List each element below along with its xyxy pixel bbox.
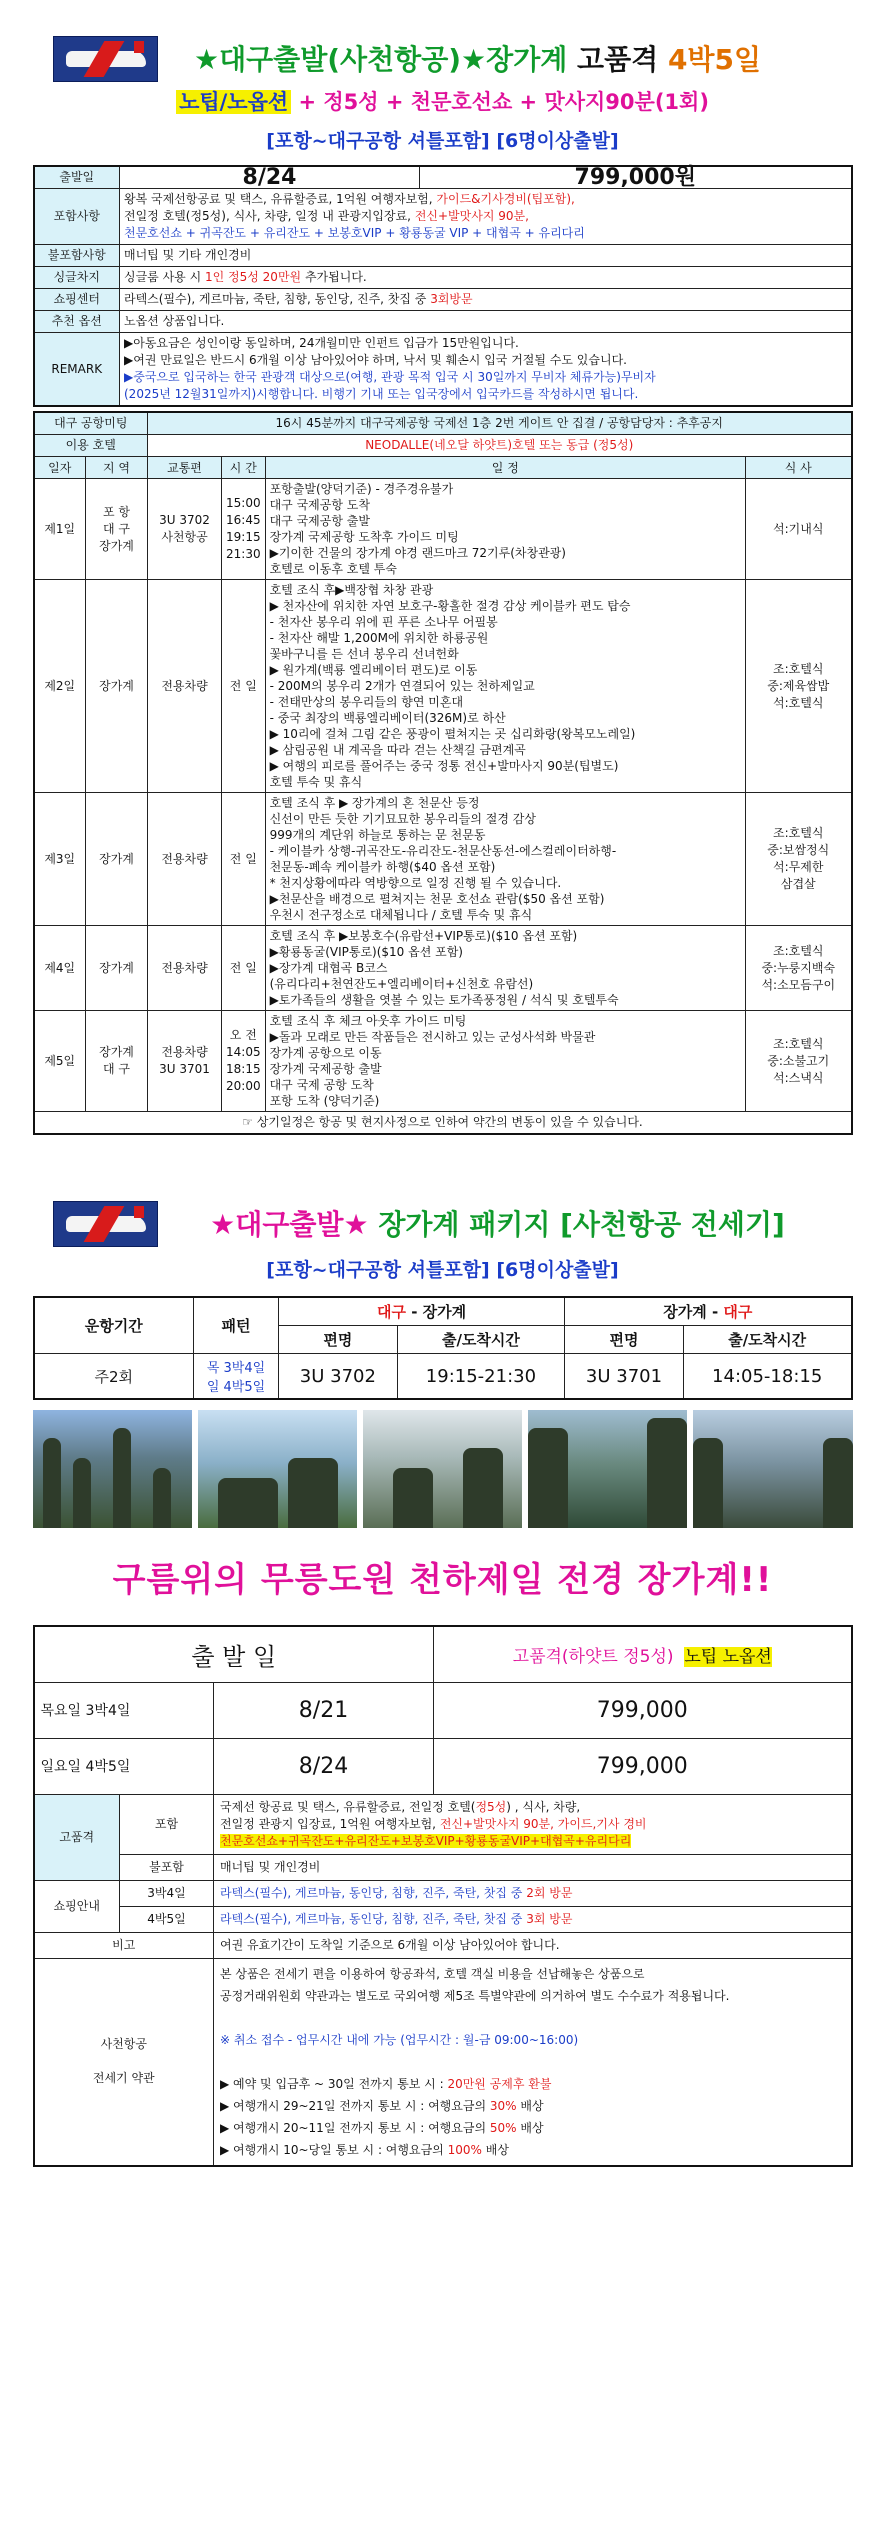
itinerary-days: [34, 479, 852, 1112]
flight-period: 주2회: [34, 1354, 194, 1400]
meeting-content: 16시 45분까지 대구국제공항 국제선 1층 2번 게이트 안 집결 / 공항담당자 : 추후공지: [148, 412, 852, 435]
day-label: 제3일: [34, 793, 86, 926]
terms-5c: 배상: [516, 2098, 544, 2113]
day-schedule: [265, 479, 745, 580]
col-region: 지 역: [86, 457, 148, 479]
day-schedule: [265, 926, 745, 1011]
itinerary-day-row: [34, 793, 852, 926]
day-schedule-line: 호텔 조식 후▶백장협 차창 관광: [269, 583, 434, 597]
hotel-content: NEODALLE(네오달 하얏트)호텔 또는 동급 (정5성): [148, 435, 852, 457]
day-schedule-line: ▶ 삼림공원 내 계곡을 따라 걷는 산책길 금편계곡: [269, 743, 526, 757]
photo-strip: [33, 1410, 853, 1528]
day-region-line: 포 항: [103, 504, 130, 519]
day-meal: [746, 1011, 852, 1112]
day-meal-line: 중:보쌈정식: [767, 843, 830, 857]
day-schedule-line: ▶토가족들의 생활을 엿볼 수 있는 토가족풍정원 / 석식 및 호텔투숙: [269, 993, 619, 1007]
day-time-line: 19:15: [226, 530, 261, 544]
day-schedule-line: 포항 도착 (양덕기준): [269, 1094, 380, 1108]
photo-mountain-lake: [198, 1410, 357, 1528]
include-line-2-red: 전신+발맛사지 90분,: [414, 209, 529, 223]
day-schedule-line: ▶돌과 모래로 만든 작품들은 전시하고 있는 군성사석화 박물관: [269, 1030, 596, 1044]
in-label-b: 대구: [723, 1303, 753, 1321]
title2-b: 장가계 패키지: [368, 1208, 551, 1241]
excl-content: 매너팁 및 개인경비: [214, 1854, 852, 1880]
include-line-1-red: 가이드&기사경비(팁포함),: [436, 192, 575, 206]
terms-label: [34, 1958, 214, 2166]
day-time-line: 전 일: [229, 960, 257, 975]
out-time-label: 출/도착시간: [397, 1326, 564, 1354]
day-meal-line: 삼겹살: [780, 877, 816, 891]
meeting-label: 대구 공항미팅: [34, 412, 148, 435]
incl-2: 전일정 관광지 입장료, 1억원 여행자보험,: [220, 1816, 440, 1831]
day-schedule-line: ▶장가계 대협곡 B코스: [269, 961, 388, 975]
day-time-line: 16:45: [226, 513, 261, 527]
day-meal-line: 중:제육쌈밥: [767, 678, 830, 693]
flight-pattern-label: 패턴: [194, 1297, 279, 1354]
sub-plus-3: +: [512, 90, 545, 114]
terms-3: ※ 취소 접수 - 업무시간 내에 가능 (업무시간 : 월-금 09:00~16:00): [220, 2032, 579, 2047]
day-schedule-line: 999개의 계단위 하늘로 통하는 문 천문동: [269, 828, 486, 842]
day-region: [86, 479, 148, 580]
day-region: [86, 926, 148, 1011]
day-meal-line: 석:스낵식: [773, 1070, 824, 1085]
itinerary-footnote: ☞ 상기일정은 항공 및 현지사정으로 인하여 약간의 변동이 있을 수 있습니다.: [34, 1112, 852, 1135]
day-schedule-line: (유리다리+천연잔도+엘리베이터+신천호 유람선): [269, 977, 534, 991]
day-time: [222, 479, 266, 580]
sub-plus-2: +: [378, 90, 411, 114]
price-row-1-label: 목요일 3박4일: [34, 1682, 214, 1738]
grade-label: 고품격: [34, 1794, 120, 1880]
outbound-label: [279, 1297, 565, 1326]
terms-4b: 20만원 공제후 환불: [447, 2076, 552, 2091]
flight-period-label: 운항기간: [34, 1297, 194, 1354]
day-time-line: 오 전: [229, 1028, 257, 1042]
include-label: 포함사항: [34, 189, 120, 245]
title-part-c: 4박5일: [658, 43, 762, 76]
incl-content: [214, 1794, 852, 1854]
depart-date: 8/24: [120, 166, 420, 189]
day-transport: [148, 793, 222, 926]
flight-pattern: [194, 1354, 279, 1400]
day-schedule-line: 호텔로 이동후 호텔 투숙: [269, 562, 397, 576]
day-schedule-line: ▶황룡동굴(VIP통로)($10 옵션 포함): [269, 945, 463, 959]
day-time-line: 18:15: [226, 1062, 261, 1076]
in-fno: 3U 3701: [565, 1354, 684, 1400]
day-region-line: 장가계: [99, 538, 134, 553]
shop-label: 쇼핑센터: [34, 289, 120, 311]
day-region: [86, 580, 148, 793]
terms-6c: 배상: [516, 2120, 544, 2135]
shop-a: 라텍스(필수), 게르마늄, 죽탄, 침향, 동인당, 진주, 찻집 중: [124, 292, 431, 306]
col-schedule: 일 정: [265, 457, 745, 479]
remark-2: ▶여권 만료일은 반드시 6개월 이상 남아있어야 하며, 낙서 및 훼손시 입국 거절될 수도 있습니다.: [124, 353, 627, 367]
day-schedule-line: 대구 국제 공항 도착: [269, 1078, 374, 1092]
summary-table: [33, 165, 853, 407]
itinerary-day-row: [34, 926, 852, 1011]
day-meal-line: 조:호텔식: [773, 826, 824, 840]
col-time: 시 간: [222, 457, 266, 479]
day-region: [86, 1011, 148, 1112]
option-label: 추천 옵션: [34, 311, 120, 333]
single-content: [120, 267, 852, 289]
day-transport: [148, 479, 222, 580]
itinerary-day-row: [34, 1011, 852, 1112]
day-meal-line: 중:소불고기: [767, 1053, 830, 1068]
exclude-content: 매너팁 및 기타 개인경비: [120, 245, 852, 267]
day-time-line: 전 일: [229, 678, 257, 693]
day-schedule-line: 장가계 공항으로 이동: [269, 1046, 382, 1060]
flight-table: [33, 1296, 853, 1400]
slogan: 구름위의 무릉도원 천하제일 전경 장가계!!: [112, 1560, 773, 1600]
day-transport-line: 3U 3702: [159, 513, 210, 527]
day-time: [222, 580, 266, 793]
photo-glass-bridge: [693, 1410, 852, 1528]
itinerary-day-row: [34, 479, 852, 580]
day-region-line: 장가계: [99, 851, 134, 866]
day-time-line: 전 일: [229, 851, 257, 866]
day-schedule-line: ▶ 원가계(백룡 엘리베이터 편도)로 이동: [269, 663, 478, 677]
day-meal-line: 석:무제한: [773, 860, 824, 874]
col-transport: 교통편: [148, 457, 222, 479]
price-row-2-label: 일요일 4박5일: [34, 1738, 214, 1794]
day-schedule-line: 신선이 만든 듯한 기기묘묘한 봉우리들의 절경 감상: [269, 812, 536, 826]
terms-content: [214, 1958, 852, 2166]
terms-label-2: 전세기 약관: [92, 2071, 155, 2085]
incl-label: 포함: [120, 1794, 214, 1854]
itinerary-table: [33, 411, 853, 1135]
day-region-line: 장가계: [99, 960, 134, 975]
airplane-logo-icon-2: [53, 1201, 158, 1247]
terms-7a: ▶ 여행개시 10~당일 통보 시 : 여행요금의: [220, 2142, 448, 2157]
head-grade: 고품격(하얏트 정5성): [512, 1646, 674, 1667]
terms-6b: 50%: [489, 2120, 517, 2135]
day-meal-line: 중:누룽지백숙: [761, 960, 836, 975]
pattern-2: 일 4박5일: [206, 1380, 266, 1395]
photo-cable-car: [363, 1410, 522, 1528]
day-transport: [148, 926, 222, 1011]
day-time: [222, 1011, 266, 1112]
exclude-label: 불포함사항: [34, 245, 120, 267]
price-row-2-date: 8/24: [214, 1738, 434, 1794]
day-label: 제5일: [34, 1011, 86, 1112]
day-meal: [746, 479, 852, 580]
terms-6: [220, 2117, 845, 2139]
day-schedule: [265, 1011, 745, 1112]
day-schedule-line: 포항출발(양덕기준) - 경주경유불가: [269, 482, 454, 496]
note-content: 여권 유효기간이 도착일 기준으로 6개월 이상 남아있어야 합니다.: [214, 1932, 852, 1958]
depart-label: 출발일: [34, 166, 120, 189]
day-meal: [746, 580, 852, 793]
day-transport-line: 전용차량: [161, 1045, 208, 1059]
day-schedule-line: 대구 국제공항 도착: [269, 498, 370, 512]
title-part-b: 고품격: [567, 43, 659, 76]
terms-5: [220, 2095, 845, 2117]
shop-content: [120, 289, 852, 311]
day-transport-line: 전용차량: [161, 960, 208, 975]
inbound-label: [565, 1297, 852, 1326]
itinerary-day-row: [34, 580, 852, 793]
day-schedule-line: ▶기이한 건물의 장가계 야경 랜드마크 72기루(차창관광): [269, 546, 566, 560]
day-time: [222, 793, 266, 926]
price-head-depart: 출 발 일: [34, 1626, 434, 1682]
sub-item-show: 천문호선쇼: [410, 90, 513, 114]
notip-highlight: 노팁/노옵션: [176, 90, 291, 114]
airplane-logo-icon: [53, 36, 158, 82]
day-time-line: 20:00: [226, 1079, 261, 1093]
day-time-line: 15:00: [226, 496, 261, 510]
day-meal-line: 석:기내식: [773, 521, 824, 536]
price-head-grade: [434, 1626, 852, 1682]
terms-2: 공정거래위원회 약관과는 별도로 국외여행 제5조 특별약관에 의거하여 별도 수수료가 적용됩니다.: [220, 1988, 730, 2003]
out-label-a: 대구: [377, 1303, 406, 1321]
terms-4: [220, 2073, 845, 2095]
day-schedule-line: 우천시 전구정소로 대체됩니다 / 호텔 투숙 및 휴식: [269, 908, 533, 922]
shop2-2b: 3회 방문: [526, 1911, 573, 1926]
shop2-label: 쇼핑안내: [34, 1880, 120, 1932]
day-schedule-line: 호텔 조식 후 체크 아웃후 가이드 미팅: [269, 1014, 467, 1028]
day-meal-line: 조:호텔식: [773, 661, 824, 676]
remark-label: REMARK: [34, 333, 120, 407]
day-region-line: 대 구: [103, 1062, 130, 1076]
day-schedule: [265, 793, 745, 926]
day-schedule-line: - 전태만상의 봉우리들의 향연 미혼대: [269, 695, 464, 709]
day-transport: [148, 1011, 222, 1112]
shop2-2: 라텍스(필수), 게르마늄, 동인당, 침향, 진주, 죽탄, 찻집 중: [220, 1911, 527, 1926]
day-schedule-line: - 케이블카 상행-귀곡잔도-유리잔도-천문산동선-에스컬레이터하행-: [269, 844, 617, 858]
remark-1: ▶아동요금은 성인이랑 동일하며, 24개월미만 인펀트 입금가 15만원입니다.: [124, 336, 519, 350]
day-schedule-line: 장가계 국제공항 출발: [269, 1062, 382, 1076]
incl-3: 천문호선쇼+귀곡잔도+유리잔도+보봉호VIP+황룡동굴VIP+대협곡+유리다리: [220, 1833, 632, 1848]
terms-7b: 100%: [447, 2142, 482, 2157]
day-schedule-line: 대구 국제공항 출발: [269, 514, 370, 528]
day-schedule-line: 호텔 조식 후 ▶ 장가계의 혼 천문산 등정: [269, 796, 480, 810]
day-meal: [746, 793, 852, 926]
out-time: 19:15-21:30: [397, 1354, 564, 1400]
day-transport-line: 전용차량: [161, 678, 208, 693]
day-meal-line: 조:호텔식: [773, 1036, 824, 1051]
out-fno-label: 편명: [279, 1326, 398, 1354]
price-row-2-price: 799,000: [434, 1738, 852, 1794]
head-tip: 노팁 노옵션: [684, 1646, 772, 1667]
section2-shuttle-note: [포항~대구공항 셔틀포함] [6명이상출발]: [266, 1259, 619, 1281]
day-label: 제4일: [34, 926, 86, 1011]
terms-7: [220, 2139, 845, 2161]
price-row-1-price: 799,000: [434, 1682, 852, 1738]
include-line-3: 천문호선쇼 + 귀곡잔도 + 유리잔도 + 보봉호VIP + 황룡동굴 VIP + 대협곡 + 유리다리: [124, 226, 585, 240]
day-transport-line: 전용차량: [161, 851, 208, 866]
col-meal: 식 사: [746, 457, 852, 479]
remark-4: (2025년 12월31일까지)시행합니다. 비행기 기내 또는 입국장에서 입국카드를 작성하시면 됩니다.: [124, 387, 639, 401]
in-label-a: 장가계 -: [663, 1303, 724, 1321]
incl-1b: 정5성: [475, 1799, 507, 1814]
day-schedule-line: 호텔 조식 후 ▶보봉호수(유람선+VIP통로)($10 옵션 포함): [269, 929, 578, 943]
day-schedule-line: ▶ 천자산에 위치한 자연 보호구-황홀한 절경 감상 케이블카 편도 탑승: [269, 599, 631, 613]
terms-1: 본 상품은 전세기 편을 이용하여 항공좌석, 호텔 객실 비용을 선납해놓은 상품으로: [220, 1966, 645, 1981]
sub-item-hotel: 정5성: [323, 90, 379, 114]
day-time-line: 21:30: [226, 547, 261, 561]
day-meal-line: 석:소모듬구이: [761, 977, 836, 992]
day-transport-line: 3U 3701: [159, 1062, 210, 1076]
incl-1c: ) , 식사, 차량,: [506, 1799, 581, 1814]
single-label: 싱글차지: [34, 267, 120, 289]
excl-label: 불포함: [120, 1854, 214, 1880]
single-a: 싱글룸 사용 시: [124, 270, 205, 284]
day-label: 제1일: [34, 479, 86, 580]
price-value: 799,000원: [420, 166, 852, 189]
section2-header: [33, 1205, 853, 1282]
day-schedule-line: - 중국 최장의 백룡엘리베이터(326M)로 하산: [269, 711, 506, 725]
shop2-1b: 2회 방문: [526, 1885, 573, 1900]
hotel-label: 이용 호텔: [34, 435, 148, 457]
terms-label-1: 사천항공: [100, 2037, 147, 2051]
day-region-line: 장가계: [99, 1045, 134, 1059]
in-time: 14:05-18:15: [683, 1354, 851, 1400]
day-region: [86, 793, 148, 926]
day-schedule-line: 천문동-폐속 케이블카 하행($40 옵션 포함): [269, 860, 496, 874]
day-transport: [148, 580, 222, 793]
single-b: 1인 정5성 20만원: [205, 270, 302, 284]
section1-subtitle: [33, 86, 853, 116]
day-schedule-line: - 200M의 봉우리 2개가 연결되어 있는 천하제일교: [269, 679, 535, 693]
day-meal: [746, 926, 852, 1011]
day-schedule-line: ▶천문산을 배경으로 펼쳐지는 천문 호선쇼 관람($50 옵션 포함): [269, 892, 605, 906]
page: [0, 40, 885, 2227]
day-meal-line: 석:호텔식: [773, 695, 824, 710]
day-schedule-line: 장가계 국제공항 도착후 가이드 미팅: [269, 530, 459, 544]
sub-item-massage: 맛사지90분(1회): [544, 90, 709, 114]
pattern-1: 목 3박4일: [206, 1361, 266, 1376]
day-meal-line: 조:호텔식: [773, 943, 824, 958]
day-time-line: 14:05: [226, 1045, 261, 1059]
price-table: [33, 1625, 853, 2167]
price-row-1-date: 8/21: [214, 1682, 434, 1738]
remark-content: [120, 333, 852, 407]
single-c: 추가됩니다.: [301, 270, 367, 284]
remark-3: ▶중국으로 입국하는 한국 관광객 대상으로(여행, 관광 목적 입국 시 30일까지 무비자 체류가능)무비자: [124, 370, 656, 384]
day-schedule-line: 꽃바구니를 든 선녀 봉우리 선녀헌화: [269, 647, 459, 661]
shop2-2-content: [214, 1906, 852, 1932]
day-transport-line: 사천항공: [161, 530, 208, 544]
terms-6a: ▶ 여행개시 20~11일 전까지 통보 시 : 여행요금의: [220, 2120, 490, 2135]
option-content: 노옵션 상품입니다.: [120, 311, 852, 333]
col-day: 일자: [34, 457, 86, 479]
include-line-1: 왕복 국제선항공료 및 택스, 유류할증료, 1억원 여행자보험,: [124, 192, 437, 206]
day-schedule: [265, 580, 745, 793]
day-label: 제2일: [34, 580, 86, 793]
day-schedule-line: - 천자산 해발 1,200M에 위치한 하룡공원: [269, 631, 489, 645]
terms-7c: 배상: [481, 2142, 509, 2157]
sub-plus-1: +: [291, 90, 324, 114]
photo-pillar-peaks: [33, 1410, 192, 1528]
day-time: [222, 926, 266, 1011]
day-schedule-line: 호텔 투숙 및 휴식: [269, 775, 363, 789]
day-schedule-line: - 천자산 봉우리 위에 핀 푸른 소나무 어필봉: [269, 615, 498, 629]
day-schedule-line: * 천지상황에따라 역방향으로 일정 진행 될 수 있습니다.: [269, 876, 562, 890]
shop2-1-label: 3박4일: [120, 1880, 214, 1906]
section1-header: [33, 40, 853, 153]
include-content: [120, 189, 852, 245]
title2-a: ★대구출발★: [210, 1208, 369, 1241]
incl-1: 국제선 항공료 및 택스, 유류할증료, 전일정 호텔(: [220, 1799, 476, 1814]
day-region-line: 장가계: [99, 678, 134, 693]
terms-4a: ▶ 예약 및 입금후 ~ 30일 전까지 통보 시 :: [220, 2076, 448, 2091]
day-region-line: 대 구: [103, 521, 130, 536]
shop2-2-label: 4박5일: [120, 1906, 214, 1932]
day-schedule-line: ▶ 여행의 피로를 풀어주는 중국 정통 전신+발마사지 90분(팁별도): [269, 759, 619, 773]
include-line-2: 전일정 호텔(정5성), 식사, 차량, 일정 내 관광지입장료,: [124, 209, 415, 223]
section1-shuttle-note: [포항~대구공항 셔틀포함] [6명이상출발]: [266, 130, 619, 152]
note-label: 비고: [34, 1932, 214, 1958]
terms-5a: ▶ 여행개시 29~21일 전까지 통보 시 : 여행요금의: [220, 2098, 490, 2113]
out-fno: 3U 3702: [279, 1354, 398, 1400]
in-time-label: 출/도착시간: [683, 1326, 851, 1354]
shop2-1: 라텍스(필수), 게르마늄, 동인당, 침향, 진주, 죽탄, 찻집 중: [220, 1885, 527, 1900]
day-schedule-line: ▶ 10리에 걸쳐 그림 같은 풍광이 펼쳐지는 곳 십리화랑(왕복모노레일): [269, 727, 636, 741]
photo-canyon-river: [528, 1410, 687, 1528]
incl-2b: 전신+발맛사지 90분, 가이드,기사 경비: [439, 1816, 647, 1831]
title2-c: [사천항공 전세기]: [550, 1208, 785, 1241]
title-part-a: ★대구출발(사천항공)★장가계: [193, 43, 568, 76]
in-fno-label: 편명: [565, 1326, 684, 1354]
shop-b: 3회방문: [430, 292, 473, 306]
out-label-b: - 장가계: [405, 1303, 467, 1321]
shop2-1-content: [214, 1880, 852, 1906]
terms-5b: 30%: [489, 2098, 517, 2113]
